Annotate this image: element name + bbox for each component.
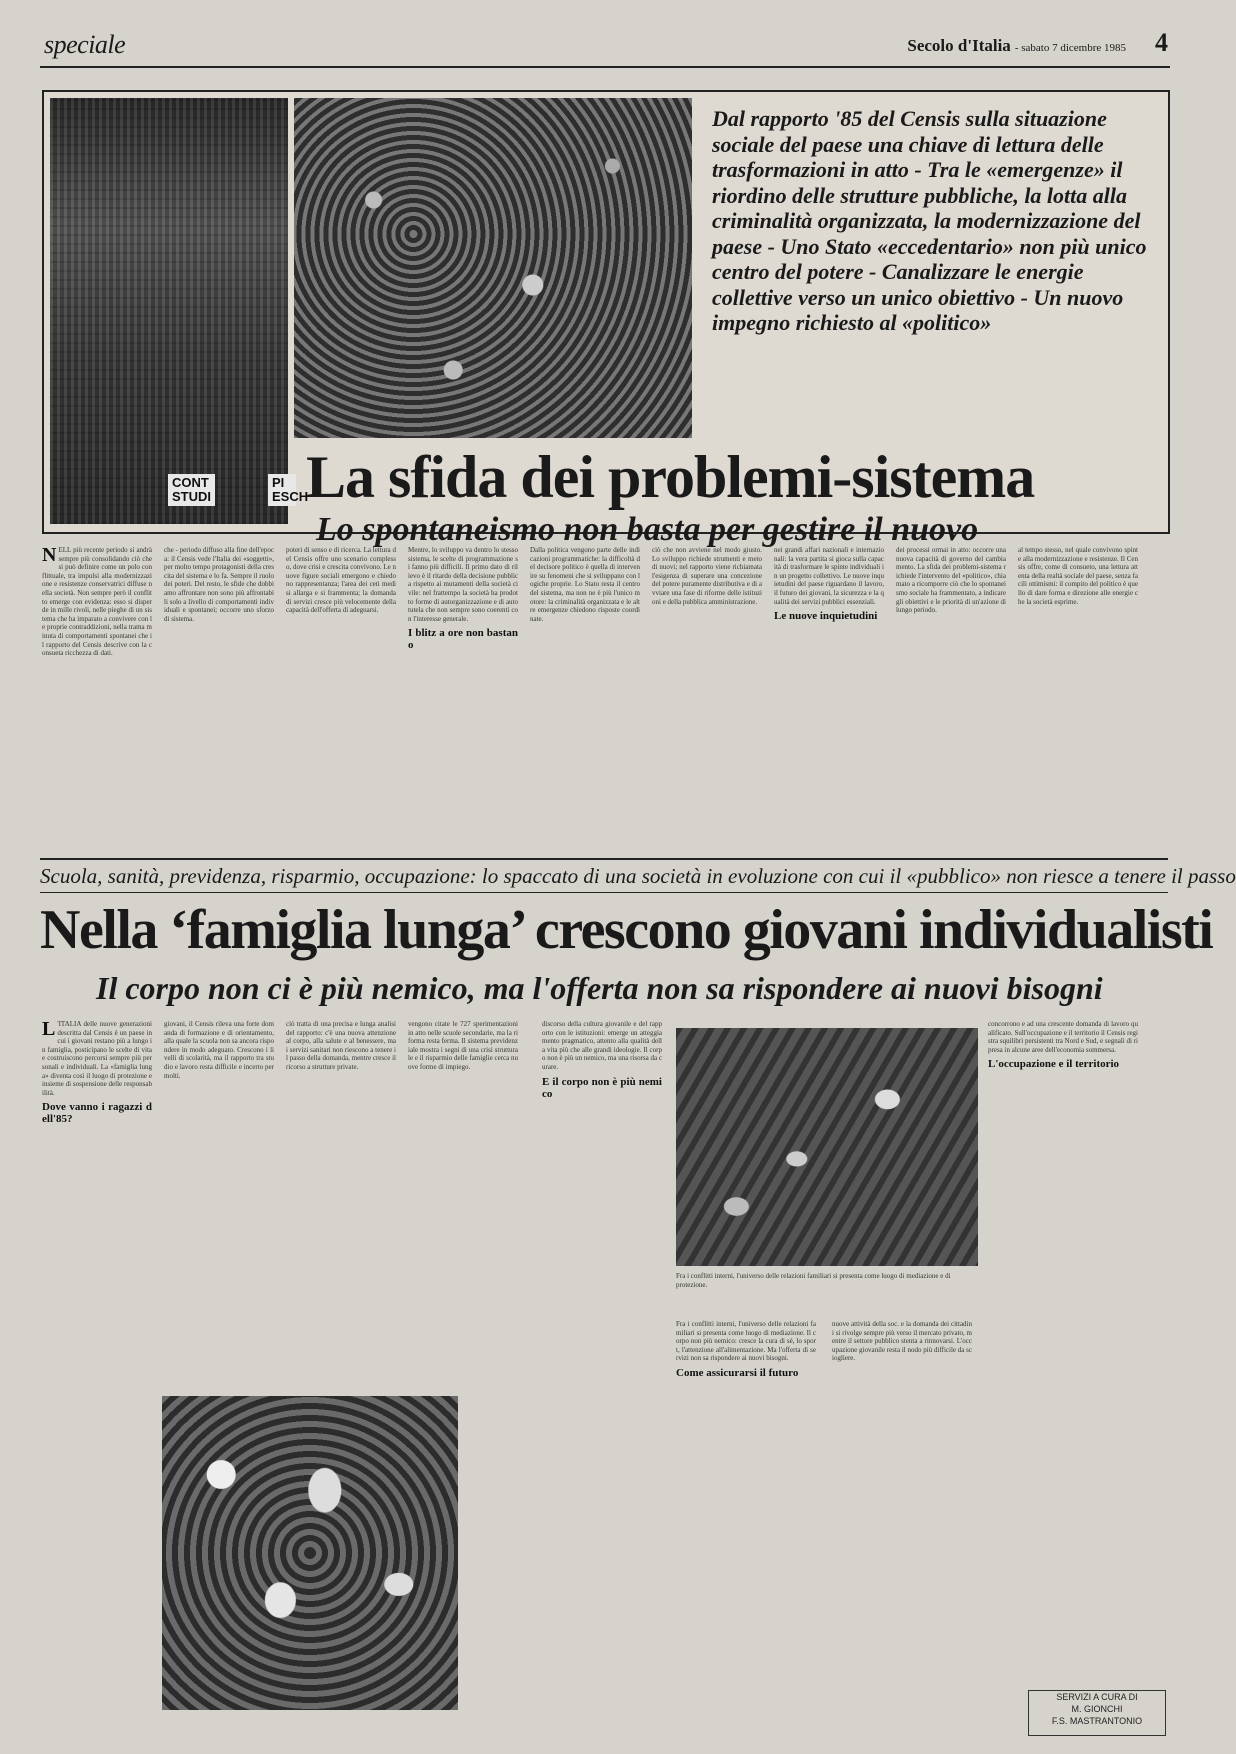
column-text: nei grandi affari nazionali e internazionali: la vera partita si gioca sulla capacità di trasformare le spinte individuali in un progetto collettivo. Le nuove inquietudini del paese riguardano il lavoro, il futuro dei giovani, la sicurezza e la qualità dei servizi pubblici essenziali. (774, 546, 884, 606)
text-column (774, 546, 884, 836)
paper-title: Secolo d'Italia (907, 36, 1011, 55)
section-strapline: Scuola, sanità, previdenza, risparmio, occupazione: lo spaccato di una società in evoluzione con cui il «pubblico» non riesce a tenere il passo (40, 858, 1168, 893)
headline: La sfida dei problemi-sistema (306, 444, 1035, 510)
subhead: Come assicurarsi il futuro (676, 1366, 799, 1379)
text-column: ciò tratta di una precisa e lunga analisi del rapporto: c'è una nuova attenzione al corpo, alla salute e al benessere, ma i servizi sanitari non riescono a tenere il passo della domanda, mentre cresce il ricorso a strutture private. (286, 1020, 396, 1071)
column-text: 'ITALIA delle nuove generazioni descritta dal Censis è un paese in cui i giovani restano più a lungo in famiglia, posticipano le scelte di vita e costruiscono percorsi sempre più personali e individuali. La «famiglia lunga» diventa così il luogo di protezione e insieme di sospensione delle responsabilità. (42, 1020, 152, 1097)
lead-article-body (42, 546, 1166, 846)
subhead: I blitz a ore non bastano (408, 627, 518, 652)
banner-line: CONT (172, 475, 209, 490)
crowd-women-photo (162, 1396, 458, 1710)
text-column: nuove attività della soc. e la domanda dei cittadini si rivolge sempre più verso il mercato privato, mentre il settore pubblico stenta a rinnovarsi. L'occupazione giovanile resta il nodo più difficile da sciogliere. (832, 1320, 972, 1363)
second-subheadline: Il corpo non ci è più nemico, ma l'offerta non sa rispondere ai nuovi bisogni (96, 970, 1103, 1006)
column-text: discorso della cultura giovanile e del rapporto con le istituzioni: emerge un atteggiamento pragmatico, attento alla qualità della vita più che alle grandi ideologie. Il corpo non è più un nemico, ma una risorsa da curare. (542, 1020, 662, 1071)
column-text: concorrono e ad una crescente domanda di lavoro qualificato. Sull'occupazione e il territorio il Censis registra squilibri persistenti tra Nord e Sud, e segnali di ripresa in alcune aree dell'economia sommersa. (988, 1020, 1138, 1054)
editorial-credit (1028, 1690, 1166, 1736)
banner-line: PI (272, 475, 285, 490)
issue-date: - sabato 7 dicembre 1985 (1014, 42, 1126, 54)
text-column: che - periodo diffuso alla fine dell'epoca: il Censis vede l'Italia dei «soggetti», per molto tempo protagonisti della crescita del sistema e lo fa. Sempre il ruolo dei poteri. Del resto, le sfide che dobbiamo affrontare non sono più affrontabili solo a livello di comportamenti individuali e spontanei; occorre uno sforzo di sistema. (164, 546, 274, 623)
text-column (988, 1020, 1138, 1660)
text-column (676, 1320, 816, 1710)
section-label: speciale (44, 30, 126, 59)
subhead: Le nuove inquietudini (774, 610, 878, 623)
lead-article-box (42, 90, 1170, 548)
banner-line: ESCH (272, 489, 309, 504)
column-text: ELL più recente periodo si andrà sempre più consolidando ciò che si può definire come un polo conflittuale, tra impulsi alla modernizzazione e resistenze conservatrici diffuse nella società. Non sempre però il conflitto emerge con evidenza: esso si disperde in mille rivoli, nelle pieghe di un sistema che ha imparato a convivere con le proprie contraddizioni, nella trama minuta di comportamenti spontanei che il rapporto del Censis descrive con la consueta ricchezza di dati. (42, 546, 152, 658)
people-photo (676, 1028, 978, 1266)
paper-name (907, 36, 1126, 56)
second-headline: Nella ‘famiglia lunga’ crescono giovani individualisti (40, 899, 1213, 961)
banner-text-1 (168, 474, 215, 506)
masthead (40, 26, 1170, 68)
dropcap: N (42, 544, 57, 566)
banner-line: STUDI (172, 489, 211, 504)
text-column (408, 546, 518, 836)
subhead: E il corpo non è più nemico (542, 1075, 662, 1100)
crowd-photo (294, 98, 692, 438)
subhead: L'occupazione e il territorio (988, 1058, 1120, 1071)
text-column (42, 1020, 152, 1710)
text-column: giovani, il Censis rileva una forte domanda di formazione e di orientamento, alla quale la scuola non sa ancora rispondere in modo adeguato. Crescono i livelli di scolarità, ma il rapporto tra studio e lavoro resta difficile e incerto per molti. (164, 1020, 274, 1080)
banner-text-2 (268, 474, 309, 506)
text-column (542, 1020, 662, 1710)
subheadline: Lo spontaneismo non basta per gestire il nuovo (316, 511, 979, 548)
column-text: Mentre, lo sviluppo va dentro lo stesso sistema, le scelte di programmazione si fanno più difficili. Il primo dato di rilievo è il ritardo della decisione pubblica rispetto ai mutamenti della società civile: nel frattempo la società ha prodotto forme di autorganizzazione e di autotutela che non sempre sono coerenti con l'interesse generale. (408, 546, 518, 623)
credit-line: M. GIONCHI (1071, 1704, 1123, 1714)
page-number: 4 (1155, 28, 1168, 57)
column-text: Fra i conflitti interni, l'universo delle relazioni familiari si presenta come luogo di mediazione. Il corpo non più nemico: cresce la cura di sé, lo sport, l'attenzione all'alimentazione. Ma l'offerta di servizi non sa rispondere ai nuovi bisogni. (676, 1320, 816, 1363)
text-column (42, 546, 152, 836)
dropcap: L (42, 1018, 56, 1040)
text-column: poteri di senso e di ricerca. La lettura del Censis offre uno scenario complesso, dove crisi e crescita convivono. Le nuove figure sociali emergono e chiedono rappresentanza; l'area dei ceti medi si allarga e si frammenta; la domanda di servizi cresce più velocemente della capacità dell'offerta di adeguarsi. (286, 546, 396, 615)
text-column: ciò che non avviene nel modo giusto. Lo sviluppo richiede strumenti e metodi nuovi; nel rapporto viene richiamata l'esigenza di superare una concezione del potere puramente distributiva e di avviare una fase di riforme delle istituzioni e della pubblica amministrazione. (652, 546, 762, 606)
credit-line: SERVIZI A CURA DI (1056, 1692, 1138, 1702)
demonstration-photo (50, 98, 309, 524)
credit-line: F.S. MASTRANTONIO (1051, 1716, 1143, 1726)
photo-caption: Fra i conflitti interni, l'universo delle relazioni familiari si presenta come luogo di mediazione e di protezione. (676, 1272, 951, 1289)
text-column: al tempo stesso, nel quale convivono spinte alla modernizzazione e resistenze. Il Censis offre, come di consueto, una lettura attenta della realtà sociale del paese, senza facili ottimismi: il compito del politico è quello di dare forma e direzione alle energie che la società esprime. (1018, 546, 1138, 606)
text-column: Dalla politica vengono parte delle indicazioni programmatiche: la difficoltà del decisore politico è quella di intervenire su fenomeni che si sviluppano con logiche proprie. Lo Stato resta il centro del sistema, ma non ne è più l'unico motore: la criminalità organizzata e le altre emergenze chiedono risposte coordinate. (530, 546, 640, 623)
text-column: dei processi ormai in atto: occorre una nuova capacità di governo del cambiamento. La sfida dei problemi-sistema richiede l'intervento del «politico», chiamato a ricomporre ciò che lo spontaneismo sociale ha frammentato, a indicare gli obiettivi e le priorità di un'azione di lungo periodo. (896, 546, 1006, 615)
subhead: Dove vanno i ragazzi dell'85? (42, 1101, 152, 1126)
text-column: vengono citate le 727 sperimentazioni in atto nelle scuole secondarie, ma la riforma resta ferma. Il sistema previdenziale mostra i segni di una crisi strutturale e il risparmio delle famiglie cerca nuove forme di impiego. (408, 1020, 518, 1071)
second-article-body (42, 1020, 1166, 1720)
article-deck: Dal rapporto '85 del Censis sulla situazione sociale del paese una chiave di lettura delle trasformazioni in atto - Tra le «emergenze» il riordino delle strutture pubbliche, la lotta alla criminalità organizzata, la modernizzazione del paese - Uno Stato «eccedentario» non più unico centro del potere - Canalizzare le energie collettive verso un unico obiettivo - Un nuovo impegno richiesto al «politico» (712, 106, 1147, 335)
